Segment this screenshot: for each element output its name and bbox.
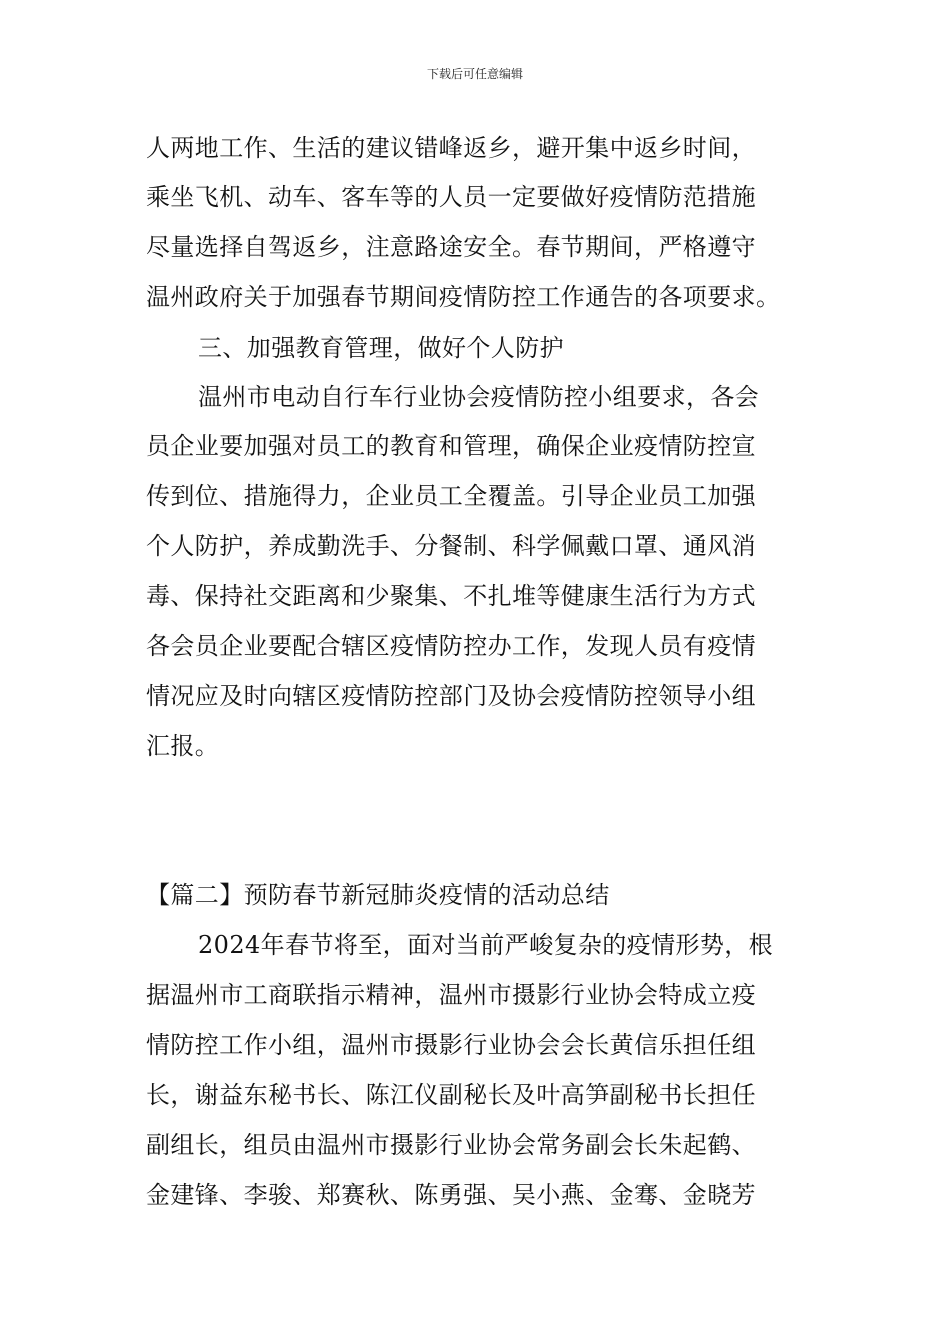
paragraph-line: 2024年春节将至，面对当前严峻复杂的疫情形势，根: [198, 931, 774, 959]
paragraph-line: 温州市电动自行车行业协会疫情防控小组要求，各会: [198, 383, 760, 411]
paragraph-line: 员企业要加强对员工的教育和管理，确保企业疫情防控宣: [146, 432, 756, 460]
article-title: 【篇二】预防春节新冠肺炎疫情的活动总结: [146, 881, 610, 909]
paragraph-line: 各会员企业要配合辖区疫情防控办工作，发现人员有疫情: [146, 632, 756, 660]
paragraph-line: 温州政府关于加强春节期间疫情防控工作通告的各项要求。: [146, 283, 781, 311]
section-heading: 三、加强教育管理，做好个人防护: [198, 334, 564, 362]
paragraph-line: 传到位、措施得力，企业员工全覆盖。引导企业员工加强: [146, 482, 756, 510]
paragraph-line: 副组长，组员由温州市摄影行业协会常务副会长朱起鹤、: [146, 1131, 756, 1159]
paragraph-line: 乘坐飞机、动车、客车等的人员一定要做好疫情防范措施: [146, 183, 756, 211]
paragraph-line: 据温州市工商联指示精神，温州市摄影行业协会特成立疫: [146, 981, 756, 1009]
paragraph-line: 尽量选择自驾返乡，注意路途安全。春节期间，严格遵守: [146, 233, 756, 261]
page-header-note: 下载后可任意编辑: [426, 67, 523, 81]
paragraph-line: 情防控工作小组，温州市摄影行业协会会长黄信乐担任组: [146, 1031, 756, 1059]
paragraph-line: 汇报。: [146, 732, 220, 760]
paragraph-line: 人两地工作、生活的建议错峰返乡，避开集中返乡时间，: [146, 134, 756, 162]
paragraph-line: 情况应及时向辖区疫情防控部门及协会疫情防控领导小组: [146, 682, 756, 710]
paragraph-line: 长，谢益东秘书长、陈江仪副秘长及叶高笋副秘书长担任: [146, 1081, 756, 1109]
paragraph-line: 毒、保持社交距离和少聚集、不扎堆等健康生活行为方式: [146, 582, 756, 610]
paragraph-line: 个人防护，养成勤洗手、分餐制、科学佩戴口罩、通风消: [146, 532, 756, 560]
paragraph-line: 金建锋、李骏、郑赛秋、陈勇强、吴小燕、金骞、金晓芳: [146, 1181, 756, 1209]
